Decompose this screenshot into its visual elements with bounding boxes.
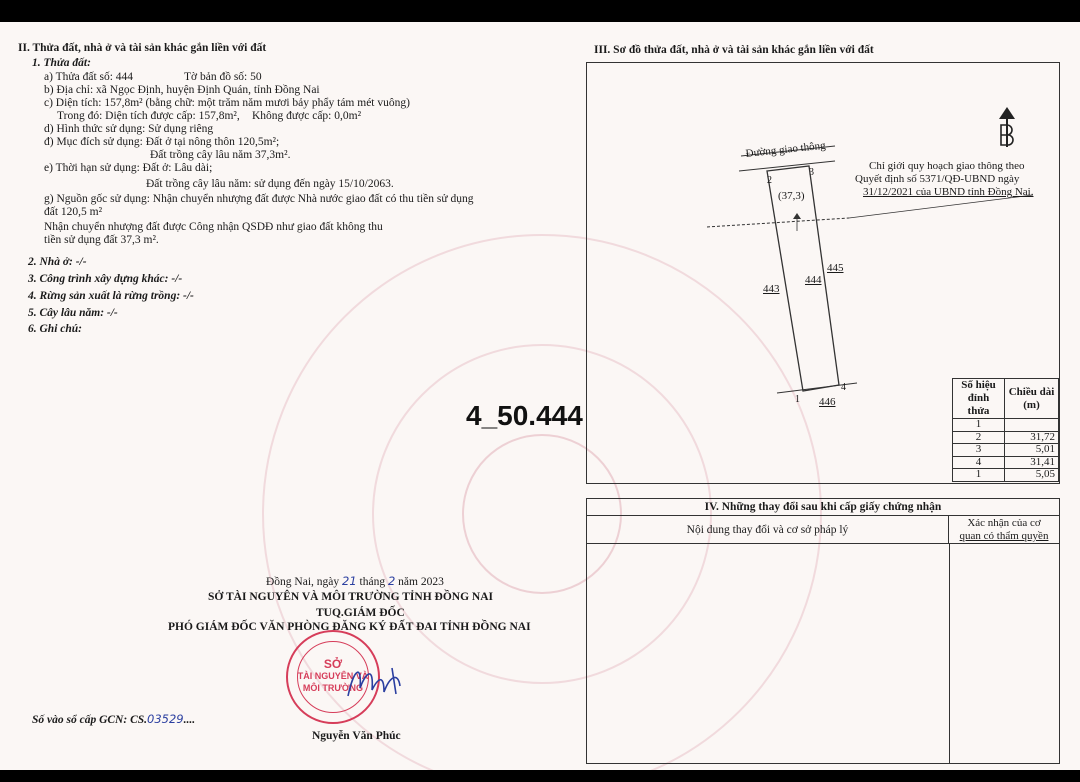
parcel-444: 444 [805,274,822,286]
planning-note-1: Chỉ giới quy hoạch giao thông theo [869,160,1025,172]
neighbor-443: 443 [763,283,780,295]
date-day: 21 [342,574,357,588]
tuq-label: TUQ.GIÁM ĐỐC [316,607,405,619]
address: b) Địa chỉ: xã Ngọc Định, huyện Định Quán, tỉnh Đồng Nai [44,84,320,96]
row-vertex: 3 [953,444,1005,457]
seal-line-3: MÔI TRƯỜNG [302,683,364,693]
certificate-page [0,22,1080,770]
usage-purpose: đ) Mục đích sử dụng: Đất ở tại nông thôn 120,5m²; [44,136,280,148]
road-label: Đường giao thông [745,139,827,160]
row-vertex: 2 [953,431,1005,444]
header-length: Chiều dài (m) [1005,379,1059,419]
changes-confirm-header [949,516,1059,543]
register-value: 03529 [147,712,184,726]
handwritten-signature [340,658,420,704]
origin: g) Nguồn gốc sử dụng: Nhận chuyển nhượng đất được Nhà nước giao đất có thu tiền sử dụng [44,193,474,205]
origin-4: tiền sử dụng đất 37,3 m². [44,234,159,246]
origin-2: đất 120,5 m² [44,206,103,218]
row-vertex: 4 [953,456,1005,469]
house-item: 2. Nhà ở: -/- [28,256,87,268]
date-month: 2 [387,574,396,588]
table-row [953,444,1059,457]
vertex-4: 4 [841,382,846,393]
seal-line-1: SỞ [323,657,343,671]
usage-purpose-2: Đất trồng cây lâu năm 37,3m². [150,149,291,161]
usage-term-2: Đất trồng cây lâu năm: sử dụng đến ngày 15/10/2063. [146,178,394,190]
confirm-header-line-2: quan có thẩm quyền [959,530,1049,542]
confirm-header-line-1: Xác nhận của cơ [967,517,1041,529]
granted-area: Trong đó: Diện tích được cấp: 157,8m², [57,110,240,122]
table-row [953,431,1059,444]
perennial-item: 5. Cây lâu năm: -/- [28,307,118,319]
row-length: 31,41 [1005,456,1059,469]
neighbor-446: 446 [819,396,836,408]
header-vertex: Số hiệu đỉnh thửa [953,379,1005,419]
notes-item: 6. Ghi chú: [28,323,82,335]
row-length: 5,01 [1005,444,1059,457]
area: c) Diện tích: 157,8m² (bằng chữ: một trăm năm mươi bảy phẩy tám mét vuông) [44,97,410,109]
section-iii-title: III. Sơ đồ thửa đất, nhà ở và tài sản khác gắn liền với đất [594,44,874,56]
vertex-3: 3 [809,167,814,178]
edge-lengths-table [952,378,1059,482]
agency-name: SỞ TÀI NGUYÊN VÀ MÔI TRƯỜNG TỈNH ĐỒNG NAI [208,591,493,603]
row-length [1005,419,1059,432]
table-row [953,456,1059,469]
changes-content-header: Nội dung thay đổi và cơ sở pháp lý [587,516,949,543]
usage-form: d) Hình thức sử dụng: Sử dụng riêng [44,123,214,135]
sub-area-label: (37,3) [778,190,805,202]
planning-note-3: 31/12/2021 của UBND tỉnh Đồng Nai. [863,186,1034,198]
table-row [953,419,1059,432]
date-prefix: Đồng Nai, ngày [266,576,340,588]
date-year: năm 2023 [398,576,444,588]
register-label: Số vào sổ cấp GCN: CS. [32,714,148,726]
row-length: 31,72 [1005,431,1059,444]
seal-line-2: TÀI NGUYÊN VÀ [297,671,369,681]
table-row [953,469,1059,482]
north-arrow-icon [999,107,1015,147]
not-granted-area: Không được cấp: 0,0m² [252,110,362,122]
changes-table [586,498,1060,764]
vertex-2: 2 [767,175,772,186]
map-sheet-number: Tờ bản đồ số: 50 [184,71,262,83]
register-number: Số vào sổ cấp GCN: CS.03529.... [32,712,196,726]
row-length: 5,05 [1005,469,1059,482]
forest-item: 4. Rừng sản xuất là rừng trồng: -/- [28,290,194,302]
origin-3: Nhận chuyển nhượng đất được Công nhận QSDĐ như giao đất không thu [44,221,383,233]
section-ii-title: II. Thửa đất, nhà ở và tài sản khác gắn liền với đất [18,42,267,54]
construction-item: 3. Công trình xây dựng khác: -/- [28,273,183,285]
row-vertex: 1 [953,469,1005,482]
land-heading: 1. Thửa đất: [32,57,91,69]
neighbor-445: 445 [827,262,844,274]
usage-term: e) Thời hạn sử dụng: Đất ở: Lâu dài; [44,162,213,174]
vertex-1: 1 [795,394,800,405]
date-month-prefix: tháng [359,576,386,588]
signer-position: PHÓ GIÁM ĐỐC VĂN PHÒNG ĐĂNG KÝ ĐẤT ĐAI TỈNH ĐỒNG NAI [168,621,531,633]
row-vertex: 1 [953,419,1005,432]
planning-note-2: Quyết định số 5371/QĐ-UBND ngày [855,173,1020,185]
signer-name: Nguyễn Văn Phúc [312,730,401,742]
parcel-code-overlay: 4_50.444 [466,400,583,431]
issue-date [266,574,444,589]
parcel-number: a) Thửa đất số: 444 [44,71,134,83]
planning-line [707,218,849,227]
section-iv-title: IV. Những thay đổi sau khi cấp giấy chứng nhận [587,499,1059,516]
